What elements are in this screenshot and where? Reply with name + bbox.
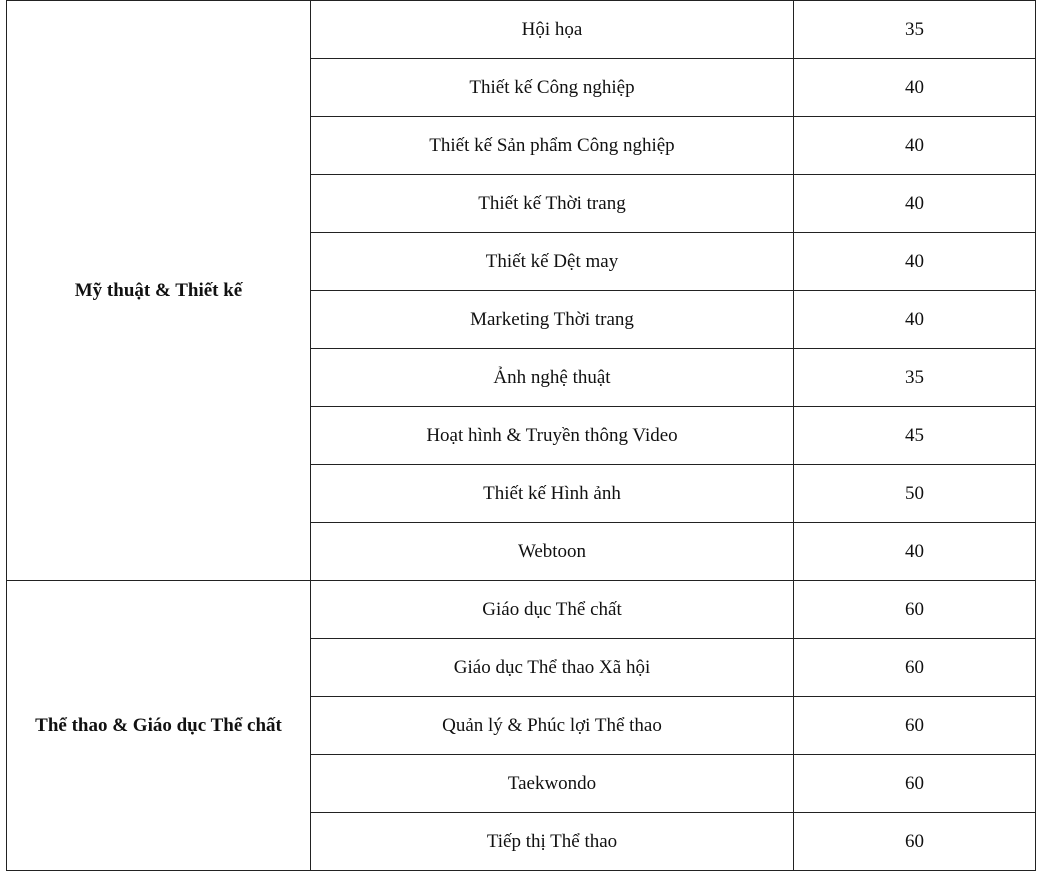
- program-cell: Marketing Thời trang: [311, 291, 794, 349]
- value-cell: 60: [794, 755, 1036, 813]
- value-cell: 40: [794, 523, 1036, 581]
- value-cell: 60: [794, 581, 1036, 639]
- program-cell: Taekwondo: [311, 755, 794, 813]
- program-cell: Giáo dục Thể chất: [311, 581, 794, 639]
- program-cell: Thiết kế Dệt may: [311, 233, 794, 291]
- program-cell: Quản lý & Phúc lợi Thể thao: [311, 697, 794, 755]
- value-cell: 45: [794, 407, 1036, 465]
- program-cell: Hoạt hình & Truyền thông Video: [311, 407, 794, 465]
- program-cell: Hội họa: [311, 1, 794, 59]
- program-cell: Giáo dục Thể thao Xã hội: [311, 639, 794, 697]
- group-cell-sports-physical-education: Thể thao & Giáo dục Thể chất: [7, 581, 311, 871]
- value-cell: 60: [794, 639, 1036, 697]
- program-cell: Tiếp thị Thể thao: [311, 813, 794, 871]
- program-table: [6, 0, 1036, 871]
- program-cell: Webtoon: [311, 523, 794, 581]
- program-cell: Thiết kế Hình ảnh: [311, 465, 794, 523]
- value-cell: 35: [794, 349, 1036, 407]
- program-cell: Thiết kế Công nghiệp: [311, 59, 794, 117]
- group-cell-fine-arts-design: Mỹ thuật & Thiết kế: [7, 1, 311, 581]
- value-cell: 35: [794, 1, 1036, 59]
- program-cell: Ảnh nghệ thuật: [311, 349, 794, 407]
- program-cell: Thiết kế Thời trang: [311, 175, 794, 233]
- value-cell: 40: [794, 175, 1036, 233]
- value-cell: 50: [794, 465, 1036, 523]
- program-cell: Thiết kế Sản phẩm Công nghiệp: [311, 117, 794, 175]
- program-table-wrapper: [6, 0, 1036, 871]
- value-cell: 60: [794, 813, 1036, 871]
- value-cell: 40: [794, 59, 1036, 117]
- value-cell: 40: [794, 117, 1036, 175]
- value-cell: 40: [794, 291, 1036, 349]
- value-cell: 40: [794, 233, 1036, 291]
- value-cell: 60: [794, 697, 1036, 755]
